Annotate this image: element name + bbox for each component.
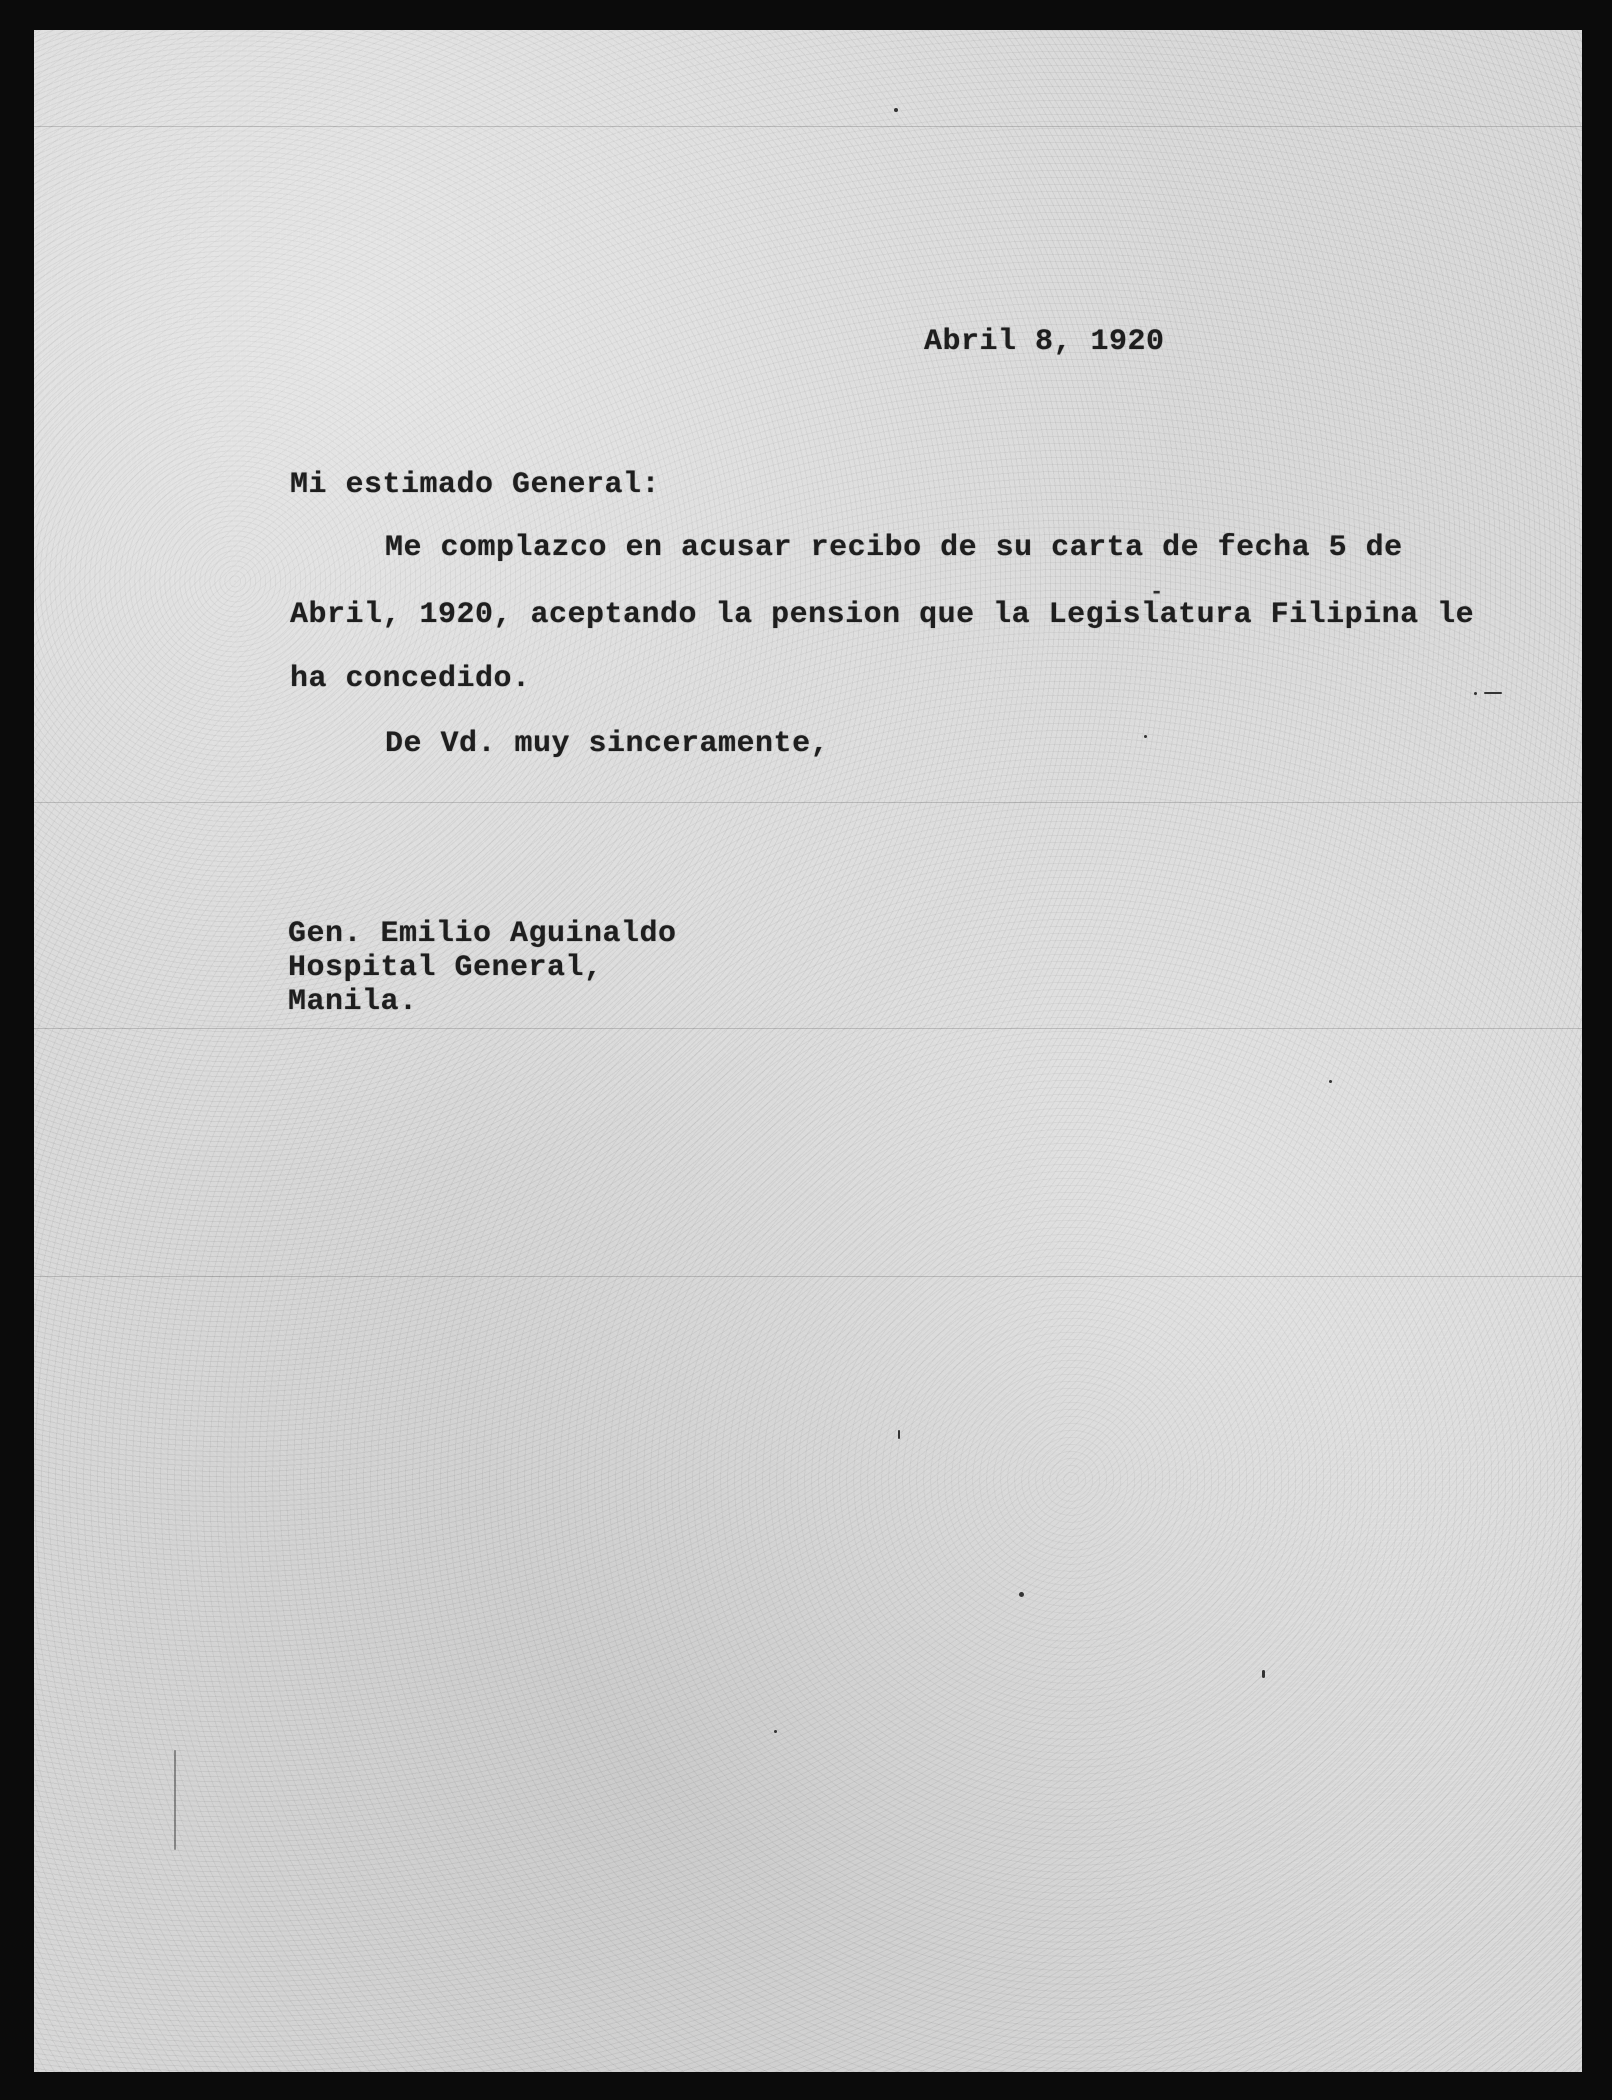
recipient-city: Manila. — [288, 985, 418, 1019]
letter-body-line: Me complazco en acusar recibo de su carta de fecha 5 de — [385, 531, 1403, 565]
paper-speck — [898, 1430, 900, 1439]
letter-date: Abril 8, 1920 — [924, 325, 1165, 359]
letter-body-line: Abril, 1920, aceptando la pension que la Legislatura Filipina le — [290, 598, 1475, 632]
fold-line — [34, 1276, 1582, 1277]
letter-closing: De Vd. muy sinceramente, — [385, 727, 830, 761]
fold-line — [34, 802, 1582, 803]
paper-speck — [1144, 735, 1147, 738]
letter-salutation: Mi estimado General: — [290, 468, 661, 502]
recipient-address-line: Hospital General, — [288, 951, 603, 985]
letter-body-line: ha concedido. — [290, 662, 531, 696]
paper-speck — [174, 1750, 176, 1850]
paper-speck — [1484, 692, 1502, 694]
fold-line — [34, 126, 1582, 127]
paper-speck — [1474, 692, 1477, 695]
fold-line — [34, 1028, 1582, 1029]
paper-speck — [1262, 1670, 1265, 1678]
paper-speck — [1019, 1592, 1024, 1597]
recipient-name: Gen. Emilio Aguinaldo — [288, 917, 677, 951]
paper-speck — [1329, 1080, 1332, 1083]
letter-page — [34, 30, 1582, 2072]
overstrike-mark: - — [1150, 580, 1164, 605]
paper-speck — [774, 1730, 777, 1733]
paper-speck — [894, 108, 898, 112]
